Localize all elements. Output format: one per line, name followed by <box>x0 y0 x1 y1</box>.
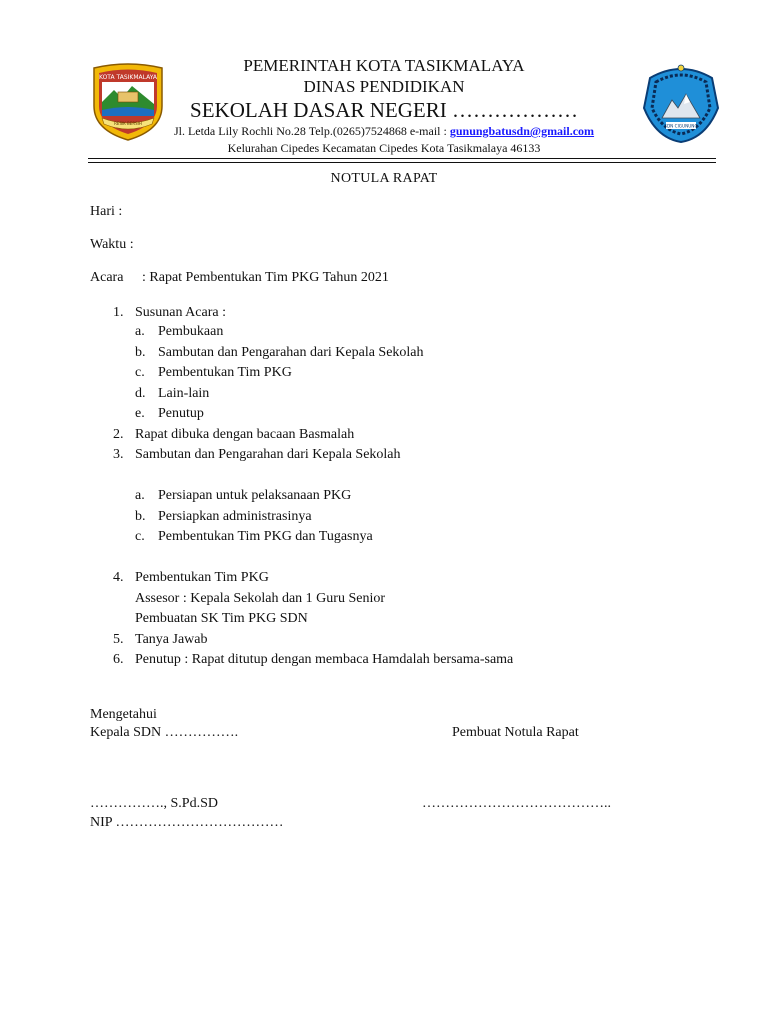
sub-marker: d. <box>135 386 146 401</box>
minutes-writer-name: ………………………………….. <box>422 796 611 811</box>
time-field: Waktu : <box>90 237 134 252</box>
logo-left-text: KOTA TASIKMALAYA <box>98 74 158 81</box>
logo-right-text: SDN CIGUNUNG <box>664 123 698 129</box>
email-link[interactable]: gunungbatusdn@gmail.com <box>449 124 595 138</box>
list-number-5: 5. <box>113 632 124 647</box>
sub-item: Pembukaan <box>158 324 224 339</box>
agenda-item-3: Sambutan dan Pengarahan dari Kepala Sekolah <box>135 447 401 462</box>
sub-marker: b. <box>135 509 146 524</box>
list-number-2: 2. <box>113 427 124 442</box>
day-field: Hari : <box>90 204 123 219</box>
sub-item: Persiapan untuk pelaksanaan PKG <box>158 488 352 503</box>
agenda-item-6: Penutup : Rapat ditutup dengan membaca Hamdalah bersama-sama <box>135 652 514 667</box>
agenda-value: : Rapat Pembentukan Tim PKG Tahun 2021 <box>142 270 389 285</box>
sub-item: Penutup <box>158 406 204 421</box>
sub-marker: e. <box>135 406 145 421</box>
letterhead <box>160 56 608 156</box>
minutes-writer-title: Pembuat Notula Rapat <box>452 725 579 740</box>
sub-marker: c. <box>135 365 145 380</box>
sub-item: Persiapkan administrasinya <box>158 509 312 524</box>
list-number-1: 1. <box>113 305 124 320</box>
address-text: Jl. Letda Lily Rochli No.28 Telp.(0265)7524868 e-mail : <box>173 124 450 138</box>
agenda-item-4-assessor: Assesor : Kepala Sekolah dan 1 Guru Senior <box>135 591 386 606</box>
agenda-label: Acara <box>90 270 124 285</box>
address-line <box>160 123 608 140</box>
principal-name: ……………., S.Pd.SD <box>90 796 218 811</box>
logo-left-motto: RESIK BERSIH <box>114 121 142 126</box>
principal-nip: NIP ……………………………… <box>90 815 284 830</box>
principal-title: Kepala SDN ……………. <box>90 725 239 740</box>
sub-marker: c. <box>135 529 145 544</box>
sub-item: Pembentukan Tim PKG dan Tugasnya <box>158 529 373 544</box>
agenda-item-1: Susunan Acara : <box>135 305 226 320</box>
district-line: Kelurahan Cipedes Kecamatan Cipedes Kota Tasikmalaya 46133 <box>227 141 541 155</box>
sub-marker: a. <box>135 488 145 503</box>
sub-item: Pembentukan Tim PKG <box>158 365 292 380</box>
list-number-4: 4. <box>113 570 124 585</box>
document-title: NOTULA RAPAT <box>330 171 438 186</box>
header-rule-thick <box>88 158 716 159</box>
agenda-item-2: Rapat dibuka dengan bacaan Basmalah <box>135 427 355 442</box>
sub-marker: a. <box>135 324 145 339</box>
department-name: DINAS PENDIDIKAN <box>303 77 465 96</box>
school-emblem-logo <box>640 60 722 144</box>
school-name: SEKOLAH DASAR NEGERI ……………… <box>190 98 578 122</box>
list-number-6: 6. <box>113 652 124 667</box>
acknowledged-label: Mengetahui <box>90 707 157 722</box>
sub-marker: b. <box>135 345 146 360</box>
agenda-item-4: Pembentukan Tim PKG <box>135 570 269 585</box>
sub-item: Sambutan dan Pengarahan dari Kepala Sekolah <box>158 345 424 360</box>
list-number-3: 3. <box>113 447 124 462</box>
government-name: PEMERINTAH KOTA TASIKMALAYA <box>243 56 525 75</box>
city-emblem-logo <box>88 62 168 142</box>
agenda-item-4-sk: Pembuatan SK Tim PKG SDN <box>135 611 308 626</box>
header-rule-thin <box>88 162 716 163</box>
agenda-item-5: Tanya Jawab <box>135 632 208 647</box>
sub-item: Lain-lain <box>158 386 210 401</box>
